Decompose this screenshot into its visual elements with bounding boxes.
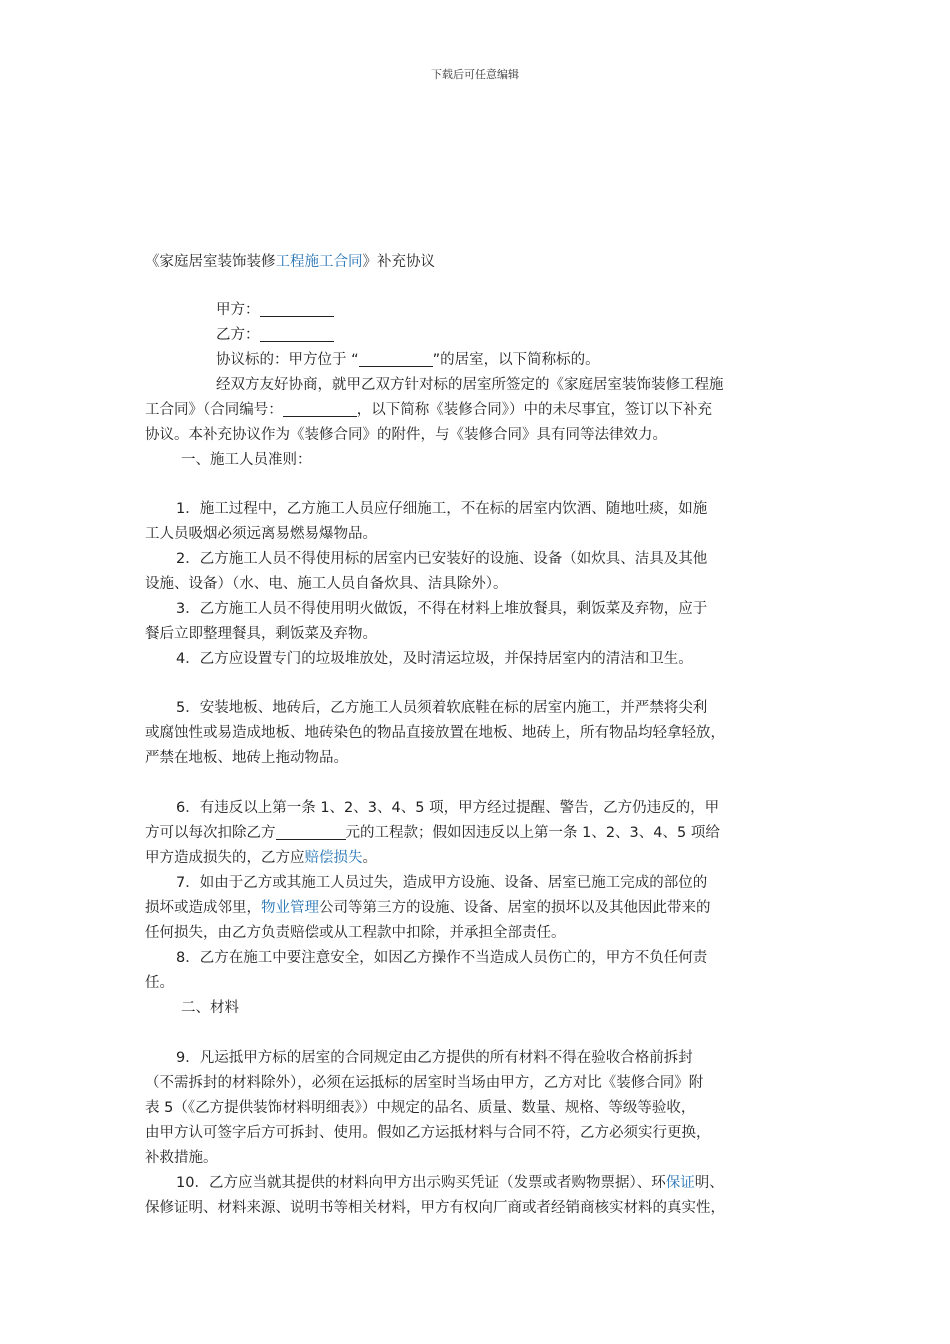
intro-line-2 (145, 398, 810, 423)
clause-3-line-1: 3．乙方施工人员不得使用明火做饭，不得在材料上堆放餐具，剩饭菜及弃物，应于 (176, 601, 708, 617)
deduction-amount-blank (276, 823, 346, 840)
title-link[interactable]: 工程施工合同 (275, 254, 363, 270)
clause-10-line-1 (176, 1171, 841, 1196)
intro-2-prefix: 工合同》（合同编号： (145, 402, 283, 418)
clause-7-line-2 (145, 896, 810, 921)
clause-6-suffix: 元的工程款；假如因违反以上第一条 1、2、3、4、5 项给 (345, 825, 720, 841)
clause-7-line-1: 7．如由于乙方或其施工人员过失，造成甲方设施、设备、居室已施工完成的部位的 (176, 875, 708, 891)
clause-10-suffix: 明、 (694, 1175, 724, 1191)
clause-1-line-1: 1．施工过程中，乙方施工人员应仔细施工，不在标的居室内饮酒、随地吐痰，如施 (176, 501, 708, 517)
subject-blank (359, 350, 433, 367)
compensation-link[interactable]: 赔偿损失 (304, 850, 363, 866)
party-b-line (216, 323, 881, 348)
clause-7-line-3: 任何损失，由乙方负责赔偿或从工程款中扣除，并承担全部责任。 (145, 925, 566, 941)
clause-7-suffix: 公司等第三方的设施、设备、居室的损坏以及其他因此带来的 (319, 900, 711, 916)
intro-line-1: 经双方友好协商，就甲乙双方针对标的居室所签定的《家庭居室装饰装修工程施 (216, 377, 724, 393)
clause-2-line-1: 2．乙方施工人员不得使用标的居室内已安装好的设施、设备（如炊具、洁具及其他 (176, 551, 708, 567)
clause-9-line-2: （不需拆封的材料除外），必须在运抵标的居室时当场由甲方，乙方对比《装修合同》附 (145, 1075, 704, 1091)
party-a-line (216, 298, 881, 323)
guarantee-link[interactable]: 保证 (665, 1175, 695, 1191)
party-b-blank (260, 325, 334, 342)
intro-2-suffix: ，以下简称《装修合同》）中的未尽事宜，签订以下补充 (356, 402, 712, 418)
intro-line-3: 协议。本补充协议作为《装修合同》的附件，与《装修合同》具有同等法律效力。 (145, 427, 667, 443)
clause-5-line-1: 5．安装地板、地砖后，乙方施工人员须着软底鞋在标的居室内施工，并严禁将尖利 (176, 700, 708, 716)
clause-6-line-3 (145, 846, 810, 871)
clause-6-prefix: 方可以每次扣除乙方 (145, 825, 276, 841)
section-heading-2: 二、材料 (181, 1000, 239, 1016)
clause-6-line-1: 6．有违反以上第一条 1、2、3、4、5 项，甲方经过提醒、警告，乙方仍违反的，甲 (176, 800, 720, 816)
clause-7-prefix: 损坏或造成邻里， (145, 900, 261, 916)
title-prefix: 《家庭居室装饰装修 (145, 254, 276, 270)
clause-10-line-2: 保修证明、材料来源、说明书等相关材料，甲方有权向厂商或者经销商核实材料的真实性， (145, 1200, 725, 1216)
clause-10-prefix: 10．乙方应当就其提供的材料向甲方出示购买凭证（发票或者购物票据）、环 (176, 1175, 666, 1191)
clause-9-line-1: 9．凡运抵甲方标的居室的合同规定由乙方提供的所有材料不得在验收合格前拆封 (176, 1050, 693, 1066)
clause-9-line-3: 表 5（《乙方提供装饰材料明细表》）中规定的品名、质量、数量、规格、等级等验收， (145, 1100, 696, 1116)
party-a-label: 甲方： (216, 302, 260, 318)
party-b-label: 乙方： (216, 327, 260, 343)
clause-8-line-1: 8．乙方在施工中要注意安全，如因乙方操作不当造成人员伤亡的，甲方不负任何责 (176, 950, 708, 966)
clause-3-line-2: 餐后立即整理餐具，剩饭菜及弃物。 (145, 626, 377, 642)
clause-9-line-4: 由甲方认可签字后方可拆封、使用。假如乙方运抵材料与合同不符，乙方必须实行更换， (145, 1125, 711, 1141)
subject-suffix: ”的居室，以下简称标的。 (432, 352, 600, 368)
clause-4-line-1: 4．乙方应设置专门的垃圾堆放处，及时清运垃圾，并保持居室内的清洁和卫生。 (176, 651, 693, 667)
title-suffix: 》补充协议 (362, 254, 435, 270)
clause-2-line-2: 设施、设备）（水、电、施工人员自备炊具、洁具除外）。 (145, 576, 508, 592)
contract-number-blank (283, 400, 357, 417)
clause-5-line-3: 严禁在地板、地砖上拖动物品。 (145, 750, 348, 766)
clause-8-line-2: 任。 (145, 975, 174, 991)
clause-9-line-5: 补救措施。 (145, 1150, 218, 1166)
clause-6-line-3-suffix: 。 (362, 850, 377, 866)
clause-1-line-2: 工人员吸烟必须远离易燃易爆物品。 (145, 526, 377, 542)
clause-5-line-2: 或腐蚀性或易造成地板、地砖染色的物品直接放置在地板、地砖上，所有物品均轻拿轻放， (145, 725, 725, 741)
section-heading-1: 一、施工人员准则： (181, 452, 312, 468)
subject-prefix: 协议标的：甲方位于 “ (216, 352, 359, 368)
clause-6-line-3-prefix: 甲方造成损失的，乙方应 (145, 850, 305, 866)
party-a-blank (260, 300, 334, 317)
document-title (145, 250, 435, 271)
property-management-link[interactable]: 物业管理 (261, 900, 319, 916)
page-header: 下载后可任意编辑 (431, 68, 519, 81)
clause-6-line-2 (145, 821, 810, 846)
subject-line (216, 348, 881, 373)
